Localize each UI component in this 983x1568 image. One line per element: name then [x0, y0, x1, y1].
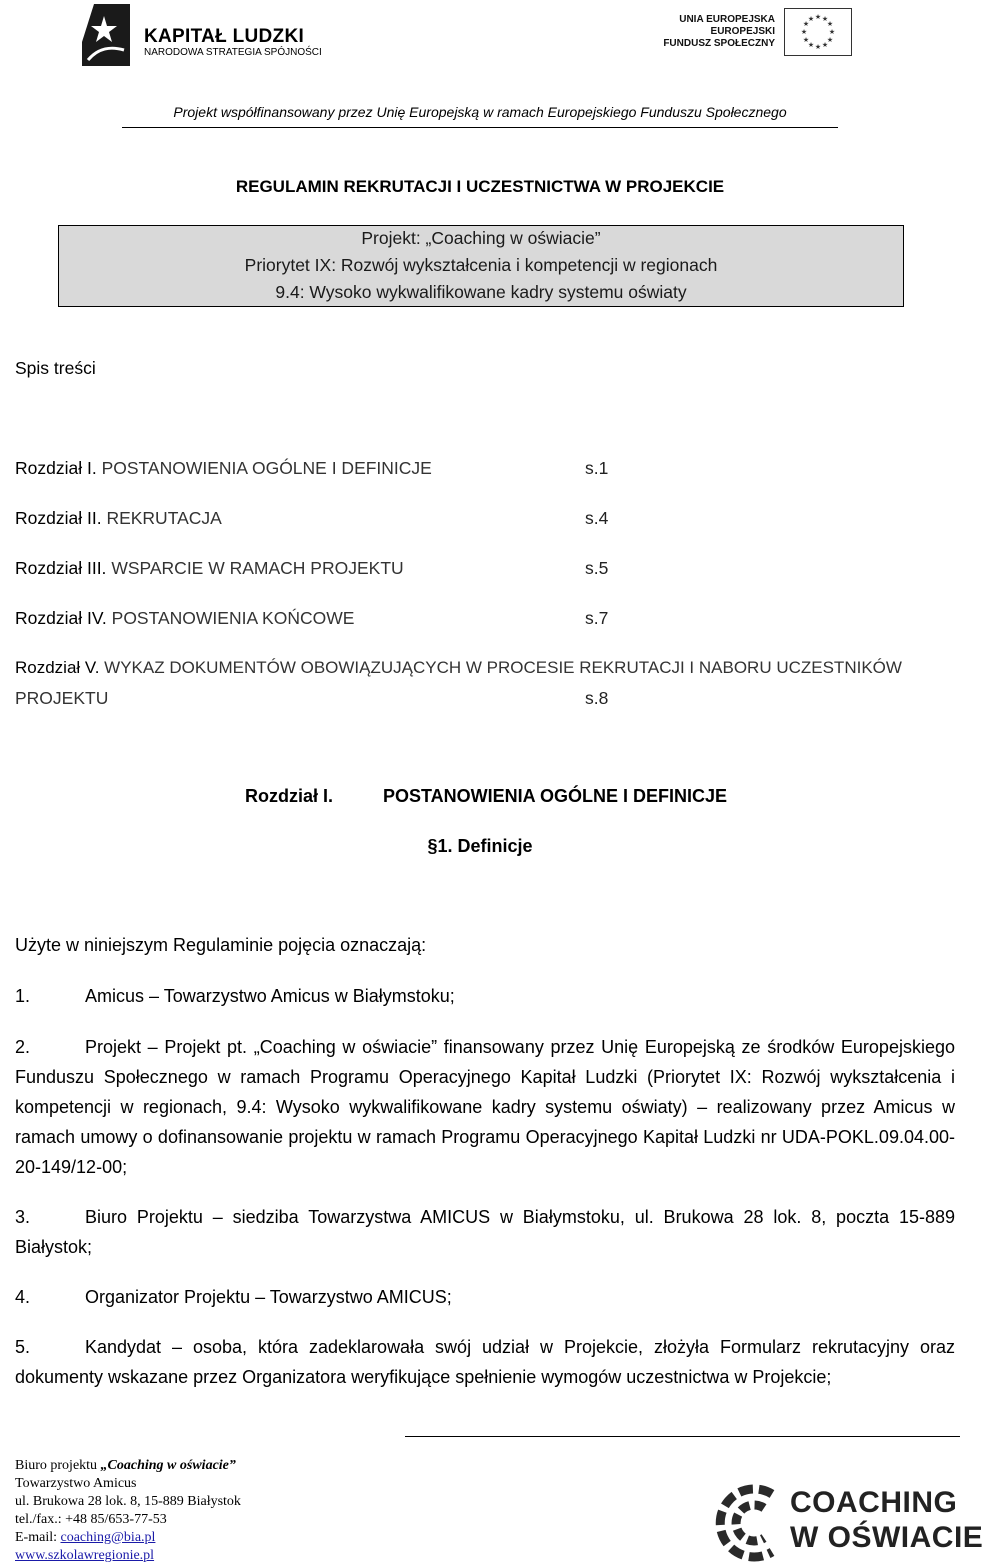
- definition-item: [15, 1032, 955, 1182]
- definitions-intro: Użyte w niniejszym Regulaminie pojęcia oznaczają:: [15, 935, 427, 955]
- toc-item[interactable]: [15, 608, 354, 629]
- svg-text:★: ★: [821, 15, 829, 23]
- footer-divider: [405, 1436, 960, 1437]
- definition-text: Projekt – Projekt pt. „Coaching w oświacie” finansowany przez Unię Europejską ze środków Europejskiego Funduszu Społecznego w ramach Programu Operacyjnego Kapitał Ludzki (Priorytet IX: Rozwój wykształcenia i kompetencji w regionach, 9.4: Wysoko wykwalifikowane kadry systemu oświaty) – realizowany przez Amicus w ramach umowy o dofinansowanie projektu w ramach Programu Operacyjnego Kapitał Ludzki nr UDA-POKL.09.04.00-20-149/12-00;: [15, 1037, 955, 1177]
- definition-number: 4.: [15, 1287, 31, 1307]
- toc-item-label: Rozdział V.: [15, 658, 100, 677]
- toc-item-label: Rozdział I.: [15, 458, 97, 478]
- eu-logo-line: FUNDUSZ SPOŁECZNY: [663, 38, 775, 49]
- toc-item[interactable]: [15, 508, 222, 529]
- toc-item-title: WYKAZ DOKUMENTÓW OBOWIĄZUJĄCYCH W PROCESIE REKRUTACJI I NABORU UCZESTNIKÓW: [104, 658, 902, 677]
- toc-item[interactable]: [15, 558, 404, 579]
- footer-phone: tel./fax.: +48 85/653-77-53: [15, 1512, 167, 1527]
- document-title: REGULAMIN REKRUTACJI I UCZESTNICTWA W PROJEKCIE: [235, 177, 725, 196]
- toc-item-title: WSPARCIE W RAMACH PROJEKTU: [111, 558, 404, 578]
- footer-email-row: [15, 1530, 155, 1546]
- eu-logo-line: EUROPEJSKI: [710, 26, 775, 37]
- toc-item-page: s.7: [585, 608, 609, 628]
- toc-item-page: s.8: [585, 688, 609, 708]
- toc-item-title: REKRUTACJA: [106, 508, 222, 528]
- coaching-logo-line1: COACHING: [790, 1486, 958, 1519]
- eu-logo-line: UNIA EUROPEJSKA: [679, 14, 775, 25]
- chapter-title: POSTANOWIENIA OGÓLNE I DEFINICJE: [383, 786, 728, 806]
- toc-item-label: Rozdział II.: [15, 508, 102, 528]
- definition-text: Biuro Projektu – siedziba Towarzystwa AMICUS w Białymstoku, ul. Brukowa 28 lok. 8, poczta 15-889 Białystok;: [15, 1207, 955, 1257]
- cofunding-statement: Projekt współfinansowany przez Unię Europejską w ramach Europejskiego Funduszu Społecznego: [173, 104, 787, 120]
- footer-website-row: [15, 1548, 154, 1564]
- project-measure: 9.4: Wysoko wykwalifikowane kadry systemu oświaty: [275, 282, 687, 302]
- toc-item-label: Rozdział IV.: [15, 608, 107, 628]
- svg-text:★: ★: [821, 41, 829, 49]
- coaching-logo-line2: W OŚWIACIE: [790, 1521, 983, 1554]
- definition-text: Organizator Projektu – Towarzystwo AMICUS;: [85, 1287, 452, 1307]
- eu-flag-icon: [784, 8, 852, 56]
- toc-item-title: POSTANOWIENIA KOŃCOWE: [111, 608, 355, 628]
- kapital-ludzki-logo: [80, 2, 322, 68]
- footer-office: [15, 1458, 236, 1474]
- section-heading: §1. Definicje: [427, 836, 533, 856]
- toc-item[interactable]: [15, 658, 950, 678]
- definition-number: 5.: [15, 1337, 31, 1357]
- footer-address: ul. Brukowa 28 lok. 8, 15-889 Białystok: [15, 1494, 241, 1509]
- definition-item: [15, 1202, 955, 1262]
- kapital-ludzki-subtitle: NARODOWA STRATEGIA SPÓJNOŚCI: [144, 47, 322, 58]
- coaching-logo-emblem-icon: [720, 1480, 784, 1566]
- svg-text:★: ★: [826, 20, 834, 28]
- coaching-logo: [720, 1474, 983, 1568]
- project-info-box: [58, 225, 904, 307]
- footer-office-project: „Coaching w oświacie”: [100, 1458, 236, 1473]
- definition-number: 1.: [15, 986, 31, 1006]
- chapter-label: Rozdział I.: [245, 786, 334, 806]
- project-name: Projekt: „Coaching w oświacie”: [361, 228, 601, 248]
- svg-text:★: ★: [800, 28, 808, 36]
- definition-text: Kandydat – osoba, która zadeklarowała swój udział w Projekcie, złożyła Formularz rekrutacyjny oraz dokumenty wskazane przez Organizatora weryfikujące spełnienie wymogów uczestnictwa w Projekcie;: [15, 1337, 955, 1387]
- footer-org: Towarzystwo Amicus: [15, 1476, 137, 1491]
- definition-item: [15, 1282, 955, 1312]
- toc-item-label: Rozdział III.: [15, 558, 107, 578]
- definition-number: 2.: [15, 1037, 31, 1057]
- toc-item-title-cont: PROJEKTU: [15, 688, 109, 708]
- toc-item-title-continuation: [15, 688, 108, 709]
- footer-email-link[interactable]: coaching@bia.pl: [60, 1530, 156, 1545]
- svg-text:★: ★: [807, 41, 815, 49]
- toc-item-page: s.4: [585, 508, 609, 528]
- footer-website-link[interactable]: www.szkolawregionie.pl: [15, 1548, 155, 1563]
- toc-item-page: s.1: [585, 458, 609, 478]
- eu-logo-text: [650, 14, 775, 50]
- svg-text:★: ★: [807, 15, 815, 23]
- footer-office-prefix: Biuro projektu: [15, 1458, 101, 1473]
- svg-text:★: ★: [814, 13, 822, 21]
- project-priority: Priorytet IX: Rozwój wykształcenia i kompetencji w regionach: [244, 255, 718, 275]
- definition-item: [15, 981, 955, 1011]
- kapital-ludzki-emblem-icon: [80, 2, 132, 68]
- definition-item: [15, 1332, 955, 1392]
- toc-heading: Spis treści: [15, 358, 96, 378]
- svg-text:★: ★: [802, 36, 810, 44]
- svg-text:★: ★: [828, 28, 836, 36]
- toc-item-page: s.5: [585, 558, 609, 578]
- svg-text:★: ★: [802, 20, 810, 28]
- toc-item-title: POSTANOWIENIA OGÓLNE I DEFINICJE: [101, 458, 432, 478]
- definition-text: Amicus – Towarzystwo Amicus w Białymstoku;: [85, 986, 455, 1006]
- header-divider: [122, 127, 838, 128]
- footer-email-label: E-mail:: [15, 1530, 61, 1545]
- definition-number: 3.: [15, 1207, 31, 1227]
- toc-item[interactable]: [15, 458, 432, 479]
- kapital-ludzki-title: KAPITAŁ LUDZKI: [144, 26, 305, 47]
- svg-text:★: ★: [826, 36, 834, 44]
- svg-text:★: ★: [814, 43, 822, 51]
